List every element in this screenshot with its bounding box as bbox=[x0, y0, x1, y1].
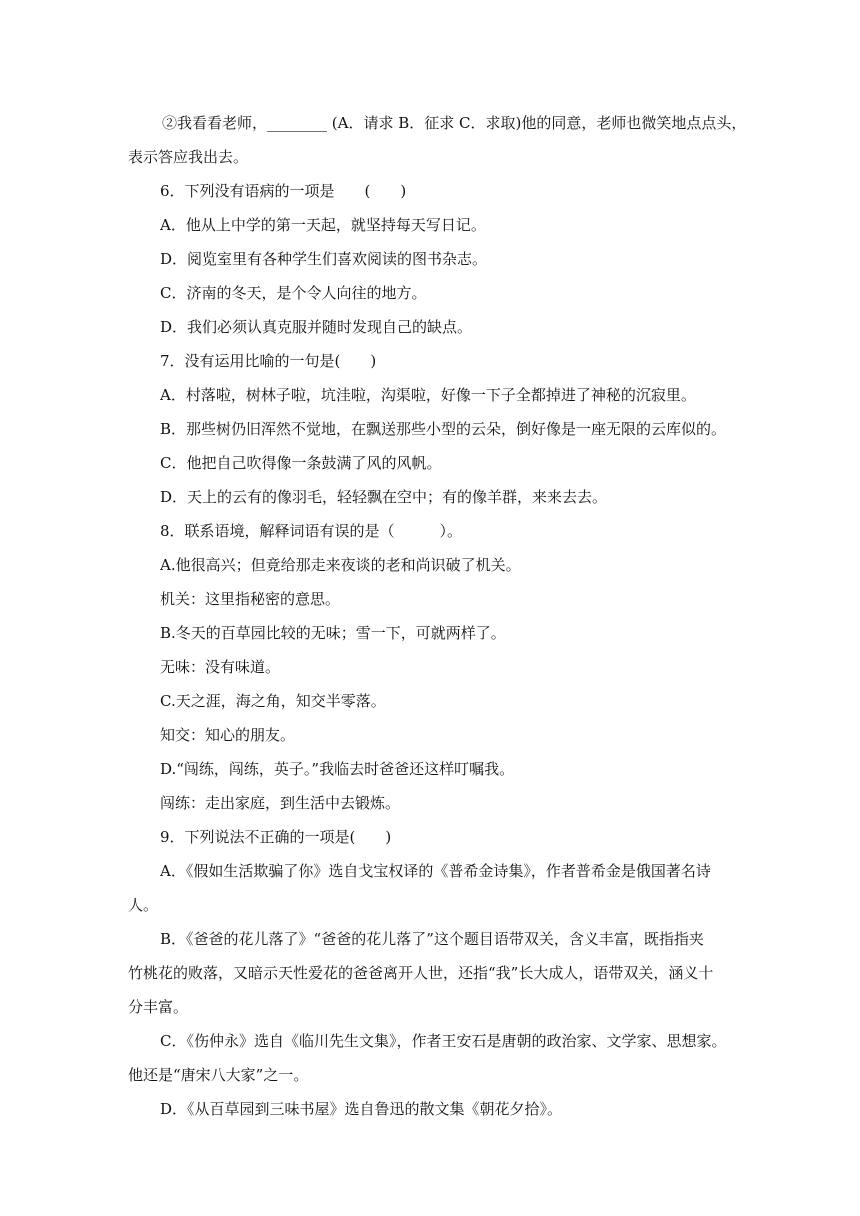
question-9-option-b-line-1: B．《爸爸的花儿落了》“爸爸的花儿落了”这个题目语带双关，含义丰富，既指指夹 bbox=[160, 930, 704, 948]
question-8-stem: 8．联系语境，解释词语有误的是（ ）。 bbox=[160, 522, 463, 540]
question-9-option-d: D．《从百草园到三味书屋》选自鲁迅的散文集《朝花夕拾》。 bbox=[160, 1100, 563, 1118]
question-9-stem: 9．下列说法不正确的一项是( ) bbox=[160, 828, 392, 846]
question-7-option-d: D．天上的云有的像羽毛，轻轻飘在空中；有的像羊群，来来去去。 bbox=[160, 488, 608, 506]
question-7-option-c: C．他把自己吹得像一条鼓满了风的风帆。 bbox=[160, 454, 442, 472]
question-9-option-a-line-2: 人。 bbox=[128, 896, 159, 914]
question-6-option-d2: D．我们必须认真克服并随时发现自己的缺点。 bbox=[160, 318, 473, 336]
question-8-option-d-explanation: 闯练：走出家庭，到生活中去锻炼。 bbox=[160, 794, 401, 812]
question-8-option-c-explanation: 知交：知心的朋友。 bbox=[160, 726, 296, 744]
question-9-option-c-line-1: C．《伤仲永》选自《临川先生文集》，作者王安石是唐朝的政治家、文学家、思想家。 bbox=[160, 1032, 727, 1050]
question-9-option-c-line-2: 他还是“唐宋八大家”之一。 bbox=[128, 1066, 309, 1084]
question-6-option-d1: D．阅览室里有各种学生们喜欢阅读的图书杂志。 bbox=[160, 250, 488, 268]
question-6-stem: 6．下列没有语病的一项是 ( ) bbox=[160, 182, 407, 200]
question-8-option-b: B.冬天的百草园比较的无味；雪一下，可就两样了。 bbox=[160, 624, 506, 642]
question-9-option-b-line-3: 分丰富。 bbox=[128, 998, 189, 1016]
question-6-option-c: C．济南的冬天，是个令人向往的地方。 bbox=[160, 284, 427, 302]
question-9-option-b-line-2: 竹桃花的败落，又暗示天性爱花的爸爸离开人世，还指“我”长大成人，语带双关，涵义十 bbox=[128, 964, 714, 982]
document-body bbox=[128, 106, 747, 1126]
q5-blank-sentence-line-1: ②我看看老师，________ (A．请求 B．征求 C．求取)他的同意，老师也微笑地点点头， bbox=[162, 114, 747, 132]
question-7-option-b: B．那些树仍旧浑然不觉地，在飘送那些小型的云朵，倒好像是一座无限的云库似的。 bbox=[160, 420, 727, 438]
question-8-option-c: C.天之涯，海之角，知交半零落。 bbox=[160, 692, 386, 710]
question-8-option-a-explanation: 机关：这里指秘密的意思。 bbox=[160, 590, 341, 608]
q5-blank-sentence-line-2: 表示答应我出去。 bbox=[128, 148, 249, 166]
question-9-option-a-line-1: A．《假如生活欺骗了你》选自戈宝权译的《普希金诗集》，作者普希金是俄国著名诗 bbox=[160, 862, 711, 880]
question-8-option-b-explanation: 无味：没有味道。 bbox=[160, 658, 281, 676]
question-8-option-a: A.他很高兴；但竟给那走来夜谈的老和尚识破了机关。 bbox=[160, 556, 521, 574]
question-7-stem: 7．没有运用比喻的一句是( ) bbox=[160, 352, 377, 370]
question-6-option-a: A．他从上中学的第一天起，就坚持每天写日记。 bbox=[160, 216, 486, 234]
question-7-option-a: A．村落啦，树林子啦，坑洼啦，沟渠啦，好像一下子全都掉进了神秘的沉寂里。 bbox=[160, 386, 696, 404]
question-8-option-d: D.“闯练，闯练，英子。”我临去时爸爸还这样叮嘱我。 bbox=[160, 760, 515, 778]
